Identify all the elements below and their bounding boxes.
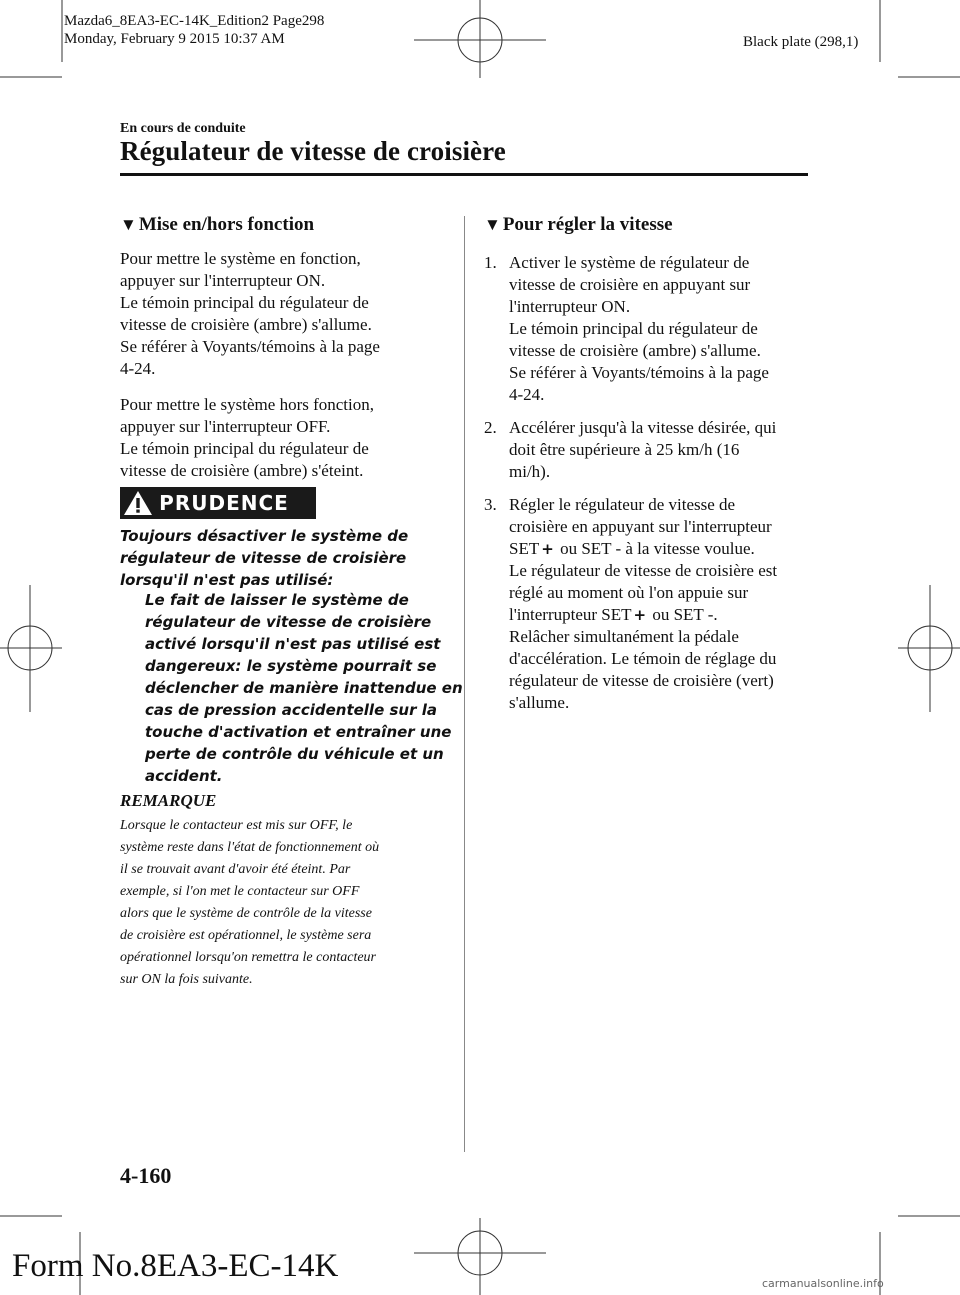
list-item: 1. Activer le système de régulateur de vitesse de croisière en appuyant sur l'interrupteur ON. Le témoin principal du régulateur de vitesse de croisière (ambre) s'allume. Se référer à Voyants/témoins à la page 4-24. (484, 253, 769, 404)
right-heading: ▼ Pour régler la vitesse (484, 214, 673, 235)
file-line: Mazda6_8EA3-EC-14K_Edition2 Page298 (64, 13, 325, 29)
page-title: Régulateur de vitesse de croisière (120, 136, 506, 166)
steps-list (484, 252, 814, 725)
watermark: carmanualsonline.info (762, 1277, 884, 1290)
remarque-text: Lorsque le contacteur est mis sur OFF, le système reste dans l'état de fonctionnement où il se trouvait avant d'avoir été éteint. Par exemple, si l'on met le contacteur sur OFF alors que le système de contrôle de la vitesse de croisière est opérationnel, le système sera opérationnel lorsqu'on remettra le contacteur sur ON la fois suivante. (120, 818, 380, 987)
section-label: En cours de conduite (120, 121, 246, 136)
left-heading: ▼ Mise en/hors fonction (120, 214, 315, 235)
left-para-2: Pour mettre le système hors fonction, appuyer sur l'interrupteur OFF. Le témoin principal du régulateur de vitesse de croisière (ambre) s'éteint. (120, 395, 375, 480)
date-line: Monday, February 9 2015 10:37 AM (64, 31, 285, 47)
caution-badge: PRUDENCE (120, 487, 316, 519)
plus-icon: + (633, 606, 647, 624)
plate-label: Black plate (298,1) (743, 34, 859, 50)
triangle-bullet-icon: ▼ (120, 215, 137, 234)
plus-icon: + (541, 540, 554, 558)
file-meta (64, 12, 324, 48)
warning-triangle-icon (123, 490, 153, 516)
left-para-1: Pour mettre le système en fonction, appuyer sur l'interrupteur ON. Le témoin principal du régulateur de vitesse de croisière (ambre) s'allume. Se référer à Voyants/témoins à la page 4-24. (120, 249, 380, 378)
page-number: 4-160 (120, 1163, 172, 1188)
remarque-title: REMARQUE (120, 791, 217, 810)
list-item: 2. Accélérer jusqu'à la vitesse désirée, qui doit être supérieure à 25 km/h (16 mi/h). (484, 418, 777, 481)
form-number: Form No.8EA3-EC-14K (12, 1248, 339, 1284)
list-item: 3. Régler le régulateur de vitesse de croisière en appuyant sur l'interrupteur SET + ou SET - à la vitesse voulue. Le régulateur de vitesse de croisière est réglé au moment où l'on appuie sur l'interrupteur SET + ou SET -. Relâcher simultanément la pédale d'accélération. Le témoin de réglage du régulateur de vitesse de croisière (vert) s'allume. (484, 495, 778, 712)
triangle-bullet-icon: ▼ (484, 215, 501, 234)
title-rule (120, 173, 808, 176)
caution-body: Le fait de laisser le système de régulateur de vitesse de croisière activé lorsqu'il n'est pas utilisé est dangereux: le système pourrait se déclencher de manière inattendue en cas de pression accidentelle sur la touche d'activation et entraîner une perte de contrôle du véhicule et un accident. (145, 591, 463, 785)
caution-lead: Toujours désactiver le système de régulateur de vitesse de croisière lorsqu'il n'est pas utilisé: (120, 527, 409, 589)
